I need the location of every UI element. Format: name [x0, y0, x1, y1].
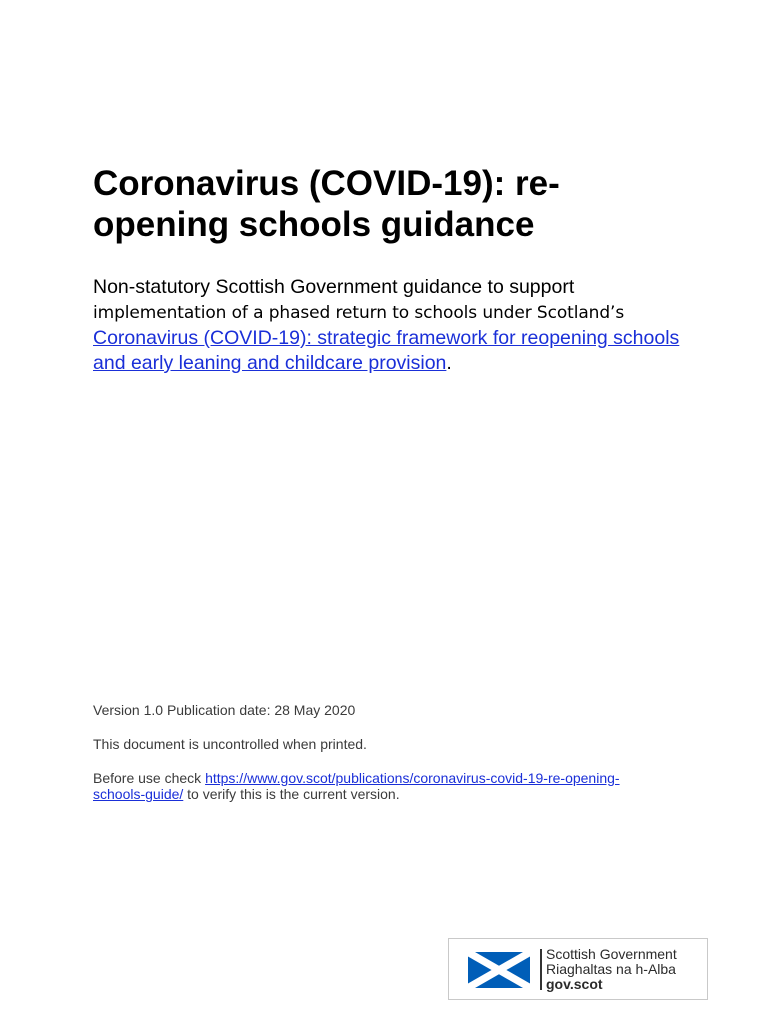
intro-paragraph: [93, 275, 693, 376]
intro-line-1: Non-statutory Scottish Government guidance to support: [93, 276, 575, 298]
saltire-icon: [468, 952, 530, 988]
strategic-framework-link[interactable]: Coronavirus (COVID-19): strategic framework for reopening schools and early leaning and childcare provision: [93, 327, 680, 374]
logo-line-3: gov.scot: [546, 976, 603, 992]
version-check-notice: [93, 770, 653, 802]
logo-divider: [540, 949, 542, 990]
intro-end: .: [446, 352, 452, 374]
logo-line-2: Riaghaltas na h-Alba: [546, 961, 676, 977]
check-suffix: to verify this is the current version.: [183, 786, 400, 802]
scottish-government-logo: [448, 938, 708, 1000]
uncontrolled-notice: This document is uncontrolled when printed.: [93, 736, 367, 752]
intro-line-2: implementation of a phased return to schools under Scotland’s: [93, 303, 625, 323]
check-prefix: Before use check: [93, 770, 206, 786]
document-title: Coronavirus (COVID-19): re-opening schools guidance: [93, 164, 560, 244]
version-info: Version 1.0 Publication date: 28 May 2020: [93, 702, 356, 718]
logo-text: [546, 947, 677, 992]
current-version-link[interactable]: https://www.gov.scot/publications/coronavirus-covid-19-re-opening-schools-guide/: [93, 770, 620, 802]
logo-line-1: Scottish Government: [546, 946, 677, 962]
